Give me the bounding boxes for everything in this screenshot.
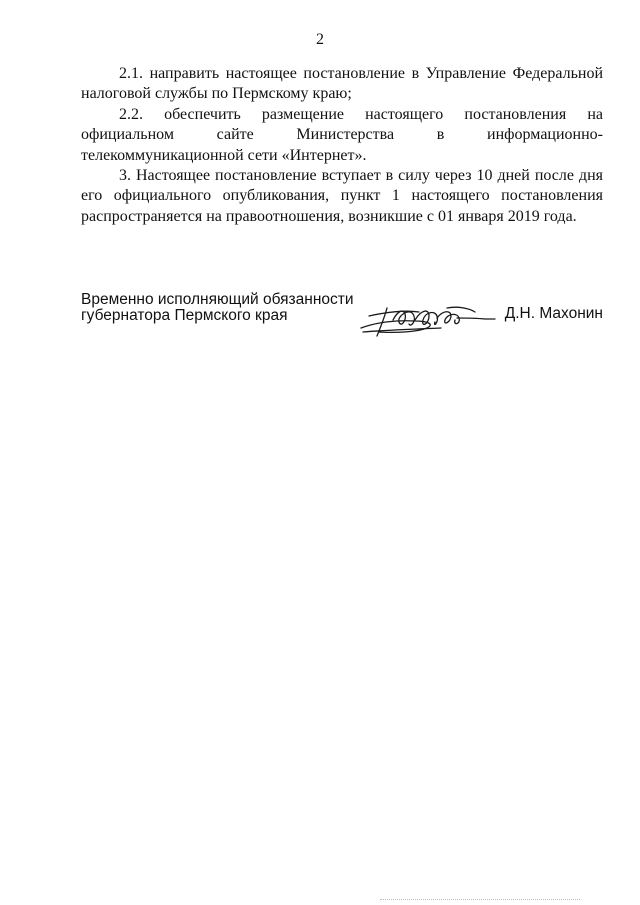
scan-edge-artifact [380, 899, 580, 901]
signer-position [81, 292, 354, 324]
paragraph-2-1: 2.1. направить настоящее постановление в Управление Федеральной налоговой службы по Пермскому краю; [81, 65, 603, 103]
page-number: 2 [316, 31, 324, 48]
document-body [81, 64, 603, 227]
signer-name: Д.Н. Махонин [504, 305, 603, 322]
signer-position-line-1: Временно исполняющий обязанности [81, 291, 354, 308]
signer-position-line-2: губернатора Пермского края [81, 307, 288, 324]
paragraph-3: 3. Настоящее постановление вступает в силу через 10 дней после дня его официального опубликования, пункт 1 настоящего постановления распространяется на правоотношения, возникшие с 01 января 2019 года. [81, 167, 603, 225]
signature-block [81, 292, 603, 342]
paragraph-2-2: 2.2. обеспечить размещение настоящего постановления на официальном сайте Министерства в информационно-телекоммуникационной сети «Интернет». [81, 105, 603, 164]
handwritten-signature-icon [357, 298, 497, 338]
